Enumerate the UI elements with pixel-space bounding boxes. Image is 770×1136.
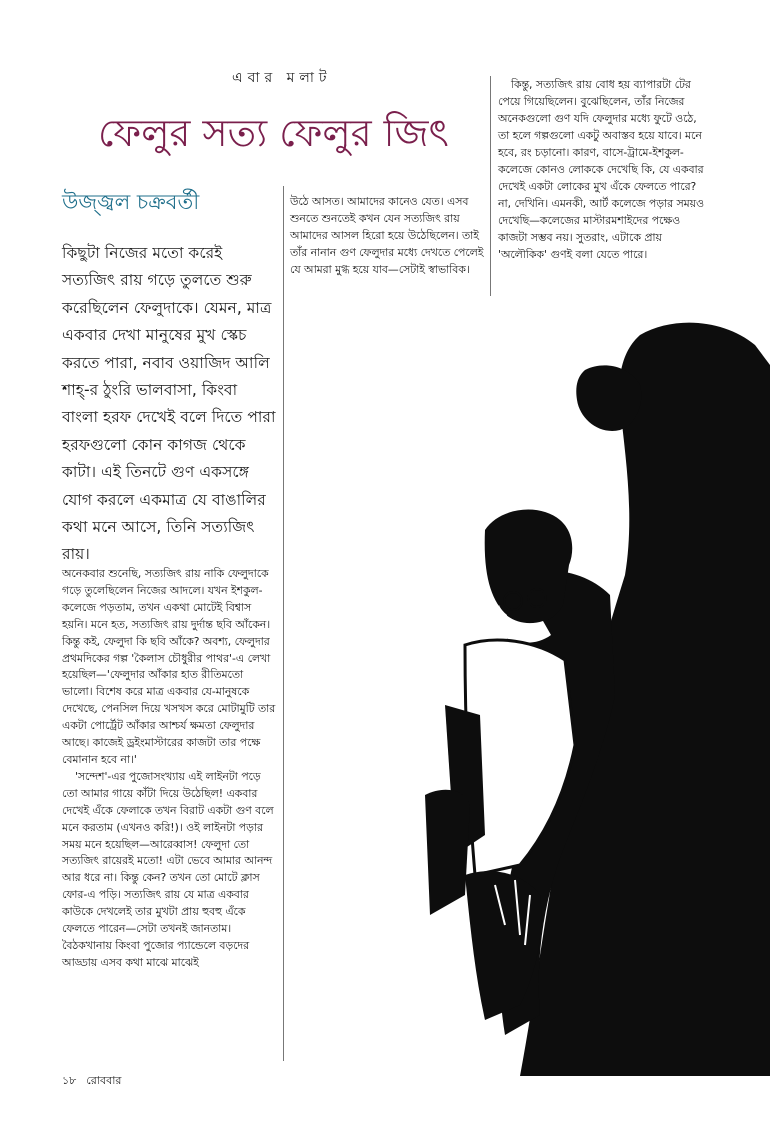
body-paragraph: উঠে আসত। আমাদের কানেও যেত। এসব শুনতে শুনতেই কখন যেন সত্যজিৎ রায় আমাদের আসল হিরো হয়ে উঠেছিলেন। তাই তাঁর নানান গুণ ফেলুদার মধ্যে দেখতে পেলেই যে আমরা মুগ্ধ হয়ে যাব—সেটাই স্বাভাবিক। [290,195,484,276]
body-paragraph: 'সন্দেশ'-এর পুজোসংখ্যায় এই লাইনটা পড়ে তো আমার গায়ে কাঁটা দিয়ে উঠেছিল! একবার দেখেই এঁকে ফেলাকে তখন বিরাট একটা গুণ বলে মনে করতাম (এখনও করি!)। ওই লাইনটা পড়ার সময় মনে হয়েছিল—আরেব্বাস! ফেলুদা তো সত্যজিৎ রায়েরই মতো! এটা ভেবে আমার আনন্দ আর ধরে না। কিন্তু কেন? তখন তো মোটে ক্লাস ফোর-এ পড়ি। সত্যজিৎ রায় যে মাত্র একবার কাউকে দেখলেই তার মুখটা প্রায় হুবহু এঁকে ফেলতে পারেন—সেটা তখনই জানতাম। বৈঠকখানায় কিংবা পুজোর প্যান্ডেলে বড়দের আড্ডায় এসব কথা মাঝে মাঝেই [62,769,274,969]
body-column-2 [290,193,486,278]
article-headline: ফেলুর সত্য ফেলুর জিৎ [98,111,449,155]
magazine-name: রোববার [86,1074,122,1087]
body-column-1 [62,566,277,972]
folio-footer [62,1072,131,1091]
ink-illustration [425,275,770,1076]
column-divider [283,186,284,1061]
lead-paragraph [62,240,277,569]
author-byline: উজ্জ্বল চক্রবর্তী [62,190,200,214]
column-divider-right [490,76,491,296]
section-kicker: এবার মলাট [232,70,332,86]
page-number: ১৮ [62,1074,77,1087]
lead-text: কিছুটা নিজের মতো করেই সত্যজিৎ রায় গড়ে তুলতে শুরু করেছিলেন ফেলুদাকে। যেমন, মাত্র একবার দেখা মানুষের মুখ স্কেচ করতে পারা, নবাব ওয়াজিদ আলি শাহ্-র ঠুংরি ভালবাসা, কিংবা বাংলা হরফ দেখেই বলে দিতে পারা হরফগুলো কোন কাগজ থেকে কাটা। এই তিনটে গুণ একসঙ্গে যোগ করলে একমাত্র যে বাঙালির কথা মনে আসে, তিনি সত্যজিৎ রায়। [62,244,276,564]
body-paragraph: অনেকবার শুনেছি, সত্যজিৎ রায় নাকি ফেলুদাকে গড়ে তুলেছিলেন নিজের আদলে। যখন ইশকুল-কলেজে পড়তাম, তখন একথা মোটেই বিশ্বাস হয়নি। মনে হত, সত্যজিৎ রায় দুর্দান্ত ছবি আঁকেন। কিন্তু কই, ফেলুদা কি ছবি আঁকে? অবশ্য, ফেলুদার প্রথমদিকের গল্প 'কৈলাস চৌধুরীর পাথর'-এ লেখা হয়েছিল—'ফেলুদার আঁকার হাত রীতিমতো ভালো। বিশেষ করে মাত্র একবার যে-মানুষকে দেখেছে, পেনসিল দিয়ে খসখস করে মোটামুটি তার একটা পোর্ট্রেট আঁকার আশ্চর্য ক্ষমতা ফেলুদার আছে। কাজেই ড্রইংমাস্টারের কাজটা তার পক্ষে বেমানান হবে না।' [62,567,276,766]
body-column-3 [498,76,708,263]
body-paragraph: কিন্তু, সত্যজিৎ রায় বোধ হয় ব্যাপারটা টের পেয়ে গিয়েছিলেন। বুঝেছিলেন, তাঁর নিজের অনেকগুলো গুণ যদি ফেলুদার মধ্যে ফুটে ওঠে, তা হলে গল্পগুলো একটু অবাস্তব হয়ে যাবে। মনে হবে, রং চড়ানো। কারণ, বাসে-ট্রামে-ইশকুল-কলেজে কোনও লোককে দেখেছি কি, যে একবার দেখেই একটা লোকের মুখ এঁকে ফেলতে পারে? না, দেখিনি। এমনকী, আর্ট কলেজে পড়ার সময়ও দেখেছি—কলেজের মাস্টারমশাইদের পক্ষেও কাজটা সম্ভব নয়। সুতরাং, এটাকে প্রায় 'অলৌকিক' গুণই বলা যেতে পারে। [498,78,704,261]
